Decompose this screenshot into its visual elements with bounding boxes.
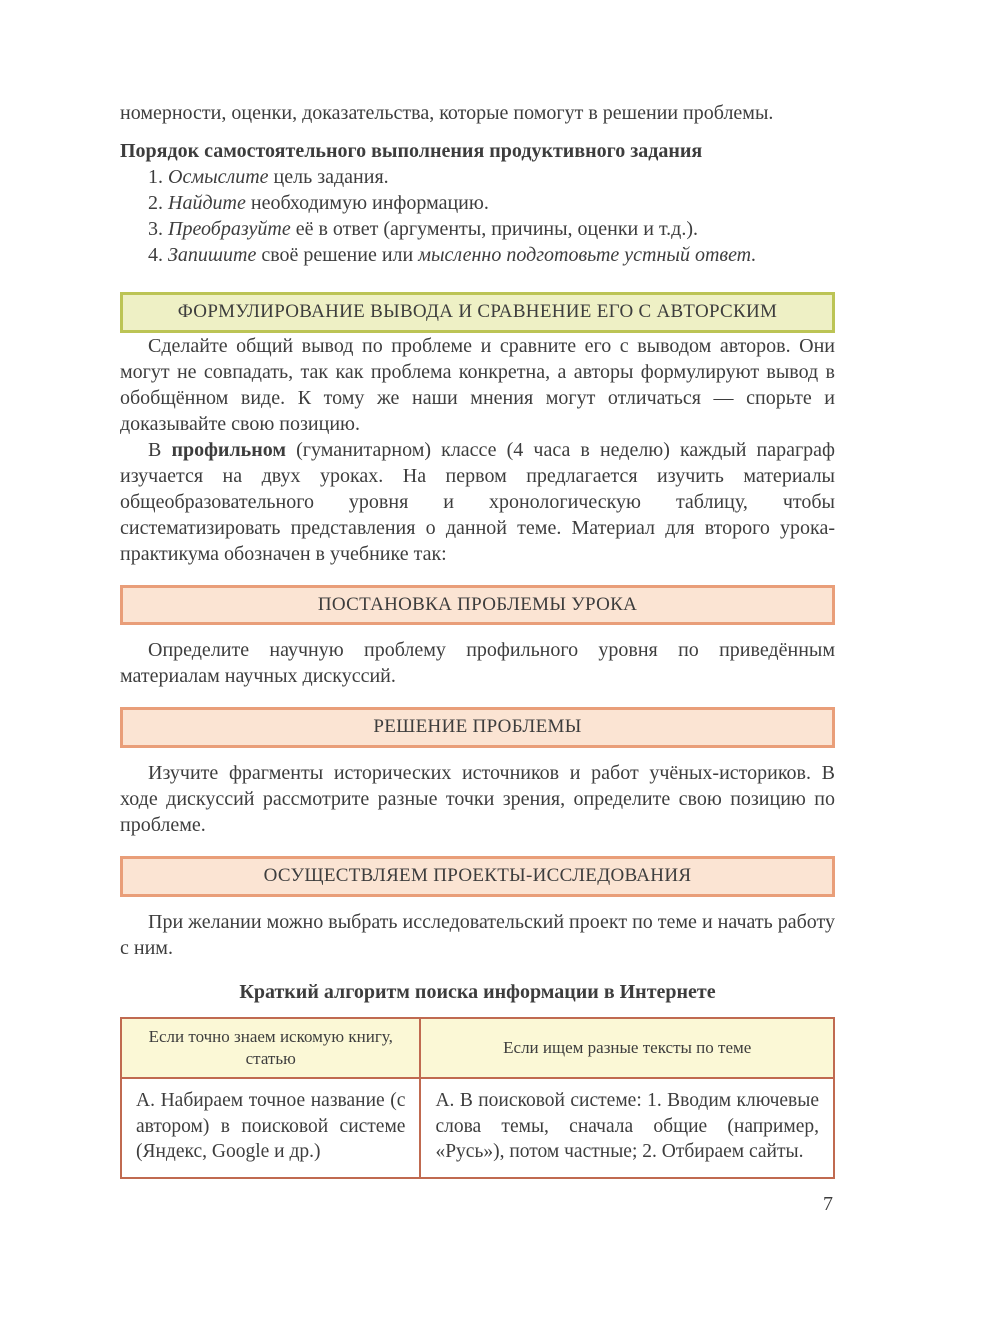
item-lead-italic: Осмыслите <box>168 166 269 188</box>
profile-paragraph <box>120 437 835 567</box>
banner-projects-label: ОСУЩЕСТВЛЯЕМ ПРОЕКТЫ-ИССЛЕДОВАНИЯ <box>263 865 692 887</box>
problem-statement-paragraph: Определите научную проблему профильного уровня по приведённым материалам научных дискуссий. <box>120 639 835 688</box>
item-lead-italic: Найдите <box>168 192 246 214</box>
banner-projects <box>120 856 835 897</box>
banner-problem-statement <box>120 585 835 626</box>
item-text: необходимую информацию. <box>245 192 489 214</box>
intro-paragraph: номерности, оценки, доказательства, которые помогут в решении проблемы. <box>120 102 774 124</box>
item-number: 4. <box>148 244 168 266</box>
item-text: своё решение или <box>256 244 419 266</box>
profile-rest: (гуманитарном) классе (4 часа в неделю) каждый параграф изучается на двух уроках. На первом предлагается изучить материалы общеобразовательного уровня и хронологическую таблицу, чтобы систематизировать представления о данной теме. Материал для второго урока-практикума обозначен в учебнике так: <box>120 438 835 565</box>
item-lead-italic: Запишите <box>168 244 257 266</box>
table-header-row <box>121 1018 834 1078</box>
banner-problem-statement-label: ПОСТАНОВКА ПРОБЛЕМЫ УРОКА <box>317 593 638 615</box>
item-text: её в ответ (аргументы, причины, оценки и т.д.). <box>290 218 699 240</box>
profile-bold-term: профильном <box>171 438 287 461</box>
procedure-item-3 <box>120 216 835 242</box>
item-number: 1. <box>148 166 168 188</box>
problem-solving-paragraph: Изучите фрагменты исторических источников и работ учёных-историков. В ходе дискуссий рассмотрите разные точки зрения, определите свою позицию по проблеме. <box>120 762 835 837</box>
item-text: цель задания. <box>268 166 389 188</box>
item-tail-italic: мысленно подготовьте устный ответ. <box>418 244 757 266</box>
algorithm-heading: Краткий алгоритм поиска информации в Интернете <box>239 980 716 1003</box>
conclusion-banner-label: ФОРМУЛИРОВАНИЕ ВЫВОДА И СРАВНЕНИЕ ЕГО С АВТОРСКИМ <box>177 301 778 322</box>
conclusion-banner <box>120 292 835 333</box>
projects-paragraph: При желании можно выбрать исследовательский проект по теме и начать работу с ним. <box>120 910 835 959</box>
table-cell-various-texts: А. В поисковой системе: 1. Вводим ключевые слова темы, сначала общие (например, «Русь»), потом частные; 2. Отбираем сайты. <box>420 1078 834 1178</box>
procedure-item-4 <box>120 242 835 268</box>
table-body-row <box>121 1078 834 1178</box>
search-algorithm-table <box>120 1017 835 1179</box>
banner-problem-solving <box>120 707 835 748</box>
item-number: 2. <box>148 192 168 214</box>
item-number: 3. <box>148 218 168 240</box>
item-lead-italic: Преобразуйте <box>168 218 291 240</box>
procedure-item-1 <box>120 164 835 190</box>
banner-problem-solving-label: РЕШЕНИЕ ПРОБЛЕМЫ <box>373 716 582 738</box>
profile-pre: В <box>148 438 172 461</box>
page-number: 7 <box>823 1193 833 1216</box>
table-cell-known-book: А. Набираем точное название (с автором) в поисковой системе (Яндекс, Google и др.) <box>121 1078 420 1178</box>
table-header-cell-various-texts: Если ищем разные тексты по теме <box>420 1018 834 1078</box>
conclusion-paragraph: Сделайте общий вывод по проблеме и сравните его с выводом авторов. Они могут не совпадать, так как проблема конкретна, а авторы формулируют вывод в обобщённом виде. К тому же наши мнения могут отличаться — спорьте и доказывайте свою позицию. <box>120 334 835 435</box>
procedure-heading: Порядок самостоятельного выполнения продуктивного задания <box>120 140 703 162</box>
table-header-cell-known-book: Если точно знаем искомую книгу, статью <box>121 1018 420 1078</box>
procedure-item-2 <box>120 190 835 216</box>
